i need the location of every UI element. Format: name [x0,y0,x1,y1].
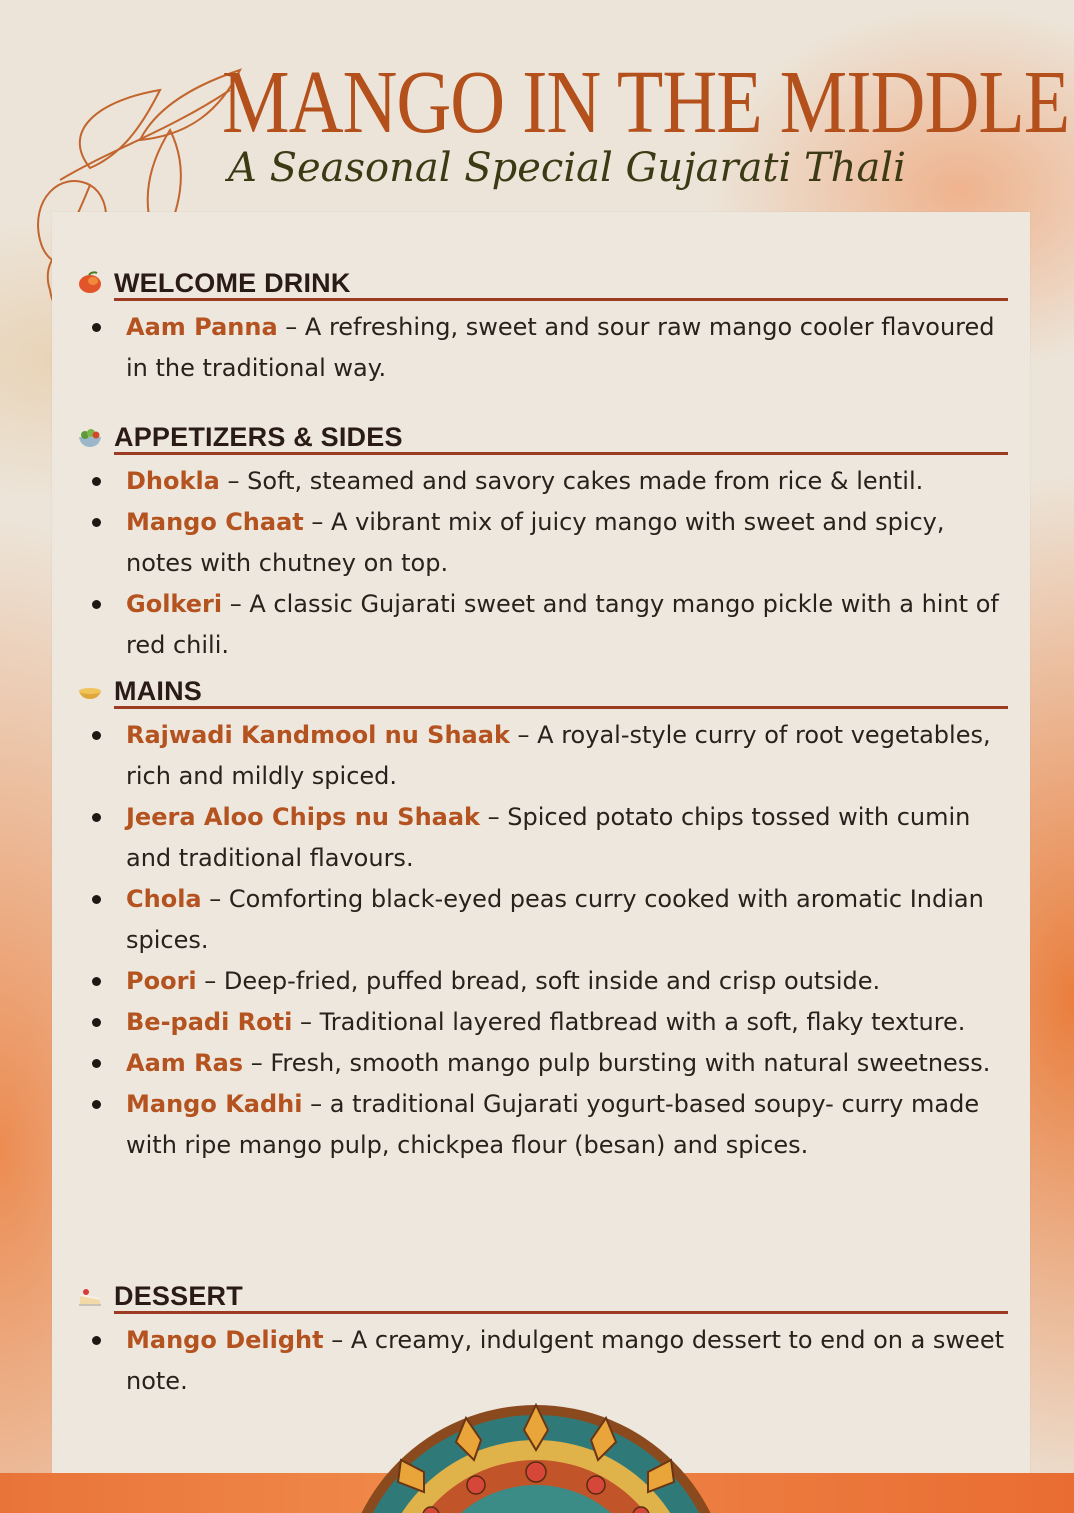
dish-description: Comforting black-eyed peas curry cooked with aromatic Indian spices. [126,885,984,954]
list-item: Mango Kadhi – a traditional Gujarati yogurt-based soupy- curry made with ripe mango pulp, chickpea flour (besan) and spices. [78,1084,1008,1166]
section-welcome-drink [78,268,1008,389]
dish-description: Soft, steamed and savory cakes made from rice & lentil. [247,467,924,495]
mango-icon [76,270,104,296]
dish-name: Aam Ras [126,1049,244,1077]
dish-name: Aam Panna [126,313,278,341]
section-header [114,1281,1008,1314]
list-item: Chola – Comforting black-eyed peas curry cooked with aromatic Indian spices. [78,879,1008,961]
page-title: MANGO IN THE MIDDLE [222,53,1070,153]
list-item: Aam Panna – A refreshing, sweet and sour raw mango cooler flavoured in the traditional way. [78,307,1008,389]
page-subtitle: A Seasonal Special Gujarati Thali [228,145,906,191]
section-header [114,422,1008,455]
list-item: Mango Delight – A creamy, indulgent mango dessert to end on a sweet note. [78,1320,1008,1402]
section-header [114,268,1008,301]
dish-name: Dhokla [126,467,220,495]
list-item: Dhokla – Soft, steamed and savory cakes made from rice & lentil. [78,461,1008,502]
dish-name: Golkeri [126,590,223,618]
dish-description: a traditional Gujarati yogurt-based soupy- curry made with ripe mango pulp, chickpea flour (besan) and spices. [126,1090,980,1159]
item-list [78,307,1008,389]
section-title: WELCOME DRINK [114,267,351,298]
list-item: Jeera Aloo Chips nu Shaak – Spiced potato chips tossed with cumin and traditional flavours. [78,797,1008,879]
list-item: Aam Ras – Fresh, smooth mango pulp bursting with natural sweetness. [78,1043,1008,1084]
dish-description: Deep-fried, puffed bread, soft inside and crisp outside. [223,967,881,995]
section-dessert [78,1281,1008,1402]
dish-description: Traditional layered flatbread with a soft, flaky texture. [319,1008,966,1036]
cake-icon [76,1283,104,1309]
dish-name: Rajwadi Kandmool nu Shaak [126,721,510,749]
dish-description: Fresh, smooth mango pulp bursting with natural sweetness. [270,1049,991,1077]
section-title: APPETIZERS & SIDES [114,421,403,452]
salad-bowl-icon [76,424,104,450]
item-list [78,715,1008,1166]
dish-description: A vibrant mix of juicy mango with sweet and spicy, notes with chutney on top. [126,508,945,577]
dish-description: A royal-style curry of root vegetables, rich and mildly spiced. [126,721,991,790]
section-title: MAINS [114,675,202,706]
dish-description: A creamy, indulgent mango dessert to end on a sweet note. [126,1326,1004,1395]
section-title: DESSERT [114,1280,243,1311]
section-header [114,676,1008,709]
dish-name: Mango Kadhi [126,1090,303,1118]
list-item: Golkeri – A classic Gujarati sweet and tangy mango pickle with a hint of red chili. [78,584,1008,666]
list-item: Be-padi Roti – Traditional layered flatbread with a soft, flaky texture. [78,1002,1008,1043]
mandala-ornament [346,1400,726,1513]
dish-name: Poori [126,967,197,995]
list-item: Rajwadi Kandmool nu Shaak – A royal-style curry of root vegetables, rich and mildly spiced. [78,715,1008,797]
dish-name: Chola [126,885,202,913]
item-list [78,461,1008,666]
section-mains [78,676,1008,1166]
list-item: Mango Chaat – A vibrant mix of juicy mango with sweet and spicy, notes with chutney on top. [78,502,1008,584]
dish-name: Jeera Aloo Chips nu Shaak [126,803,480,831]
dish-description: A refreshing, sweet and sour raw mango cooler flavoured in the traditional way. [126,313,995,382]
section-appetizers [78,422,1008,666]
dish-name: Mango Chaat [126,508,304,536]
dish-description: Spiced potato chips tossed with cumin and traditional flavours. [126,803,971,872]
item-list [78,1320,1008,1402]
dish-name: Be-padi Roti [126,1008,293,1036]
dish-name: Mango Delight [126,1326,324,1354]
list-item: Poori – Deep-fried, puffed bread, soft inside and crisp outside. [78,961,1008,1002]
dish-description: A classic Gujarati sweet and tangy mango pickle with a hint of red chili. [126,590,999,659]
curry-icon [76,678,104,704]
